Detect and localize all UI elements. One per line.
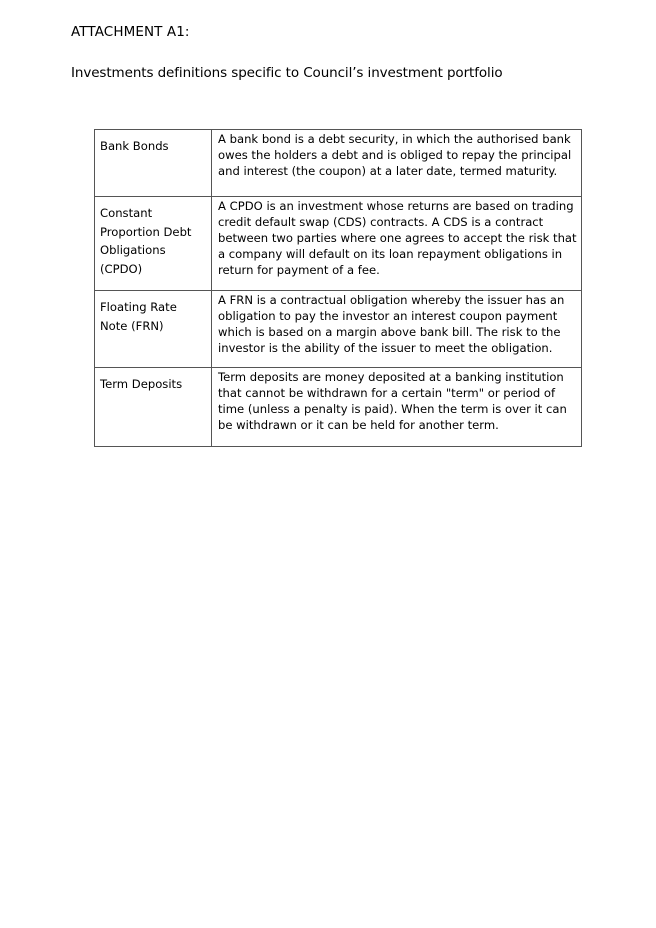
definition-cell [212, 291, 582, 368]
term-label: Bank Bonds [100, 139, 169, 153]
term-cell [95, 197, 212, 291]
definition-cell [212, 368, 582, 447]
definition-text: A bank bond is a debt security, in which the authorised bank owes the holders a debt and is obliged to repay the principal and interest (the coupon) at a later date, termed maturity. [218, 132, 572, 178]
definitions-table [94, 129, 582, 447]
definition-text: A CPDO is an investment whose returns are based on trading credit default swap (CDS) contracts. A CDS is a contract between two parties where one agrees to accept the risk that a company will default on its loan repayment obligations in return for payment of a fee. [218, 199, 577, 277]
term-cell [95, 368, 212, 447]
table-row [95, 197, 582, 291]
table-row [95, 291, 582, 368]
term-cell [95, 130, 212, 197]
term-label: Constant Proportion Debt Obligations (CPDO) [100, 206, 192, 276]
definition-text: A FRN is a contractual obligation whereby the issuer has an obligation to pay the investor an interest coupon payment which is based on a margin above bank bill. The risk to the investor is the ability of the issuer to meet the obligation. [218, 293, 565, 355]
definition-text: Term deposits are money deposited at a banking institution that cannot be withdrawn for a certain "term" or period of time (unless a penalty is paid). When the term is over it can be withdrawn or it can be held for another term. [218, 370, 567, 432]
page-title: Investments definitions specific to Council’s investment portfolio [71, 65, 503, 81]
definition-cell [212, 197, 582, 291]
term-label: Term Deposits [100, 377, 183, 391]
definition-cell [212, 130, 582, 197]
table-row [95, 368, 582, 447]
term-cell [95, 291, 212, 368]
table-row [95, 130, 582, 197]
term-label: Floating Rate Note (FRN) [100, 300, 177, 333]
attachment-label: ATTACHMENT A1: [71, 24, 190, 40]
